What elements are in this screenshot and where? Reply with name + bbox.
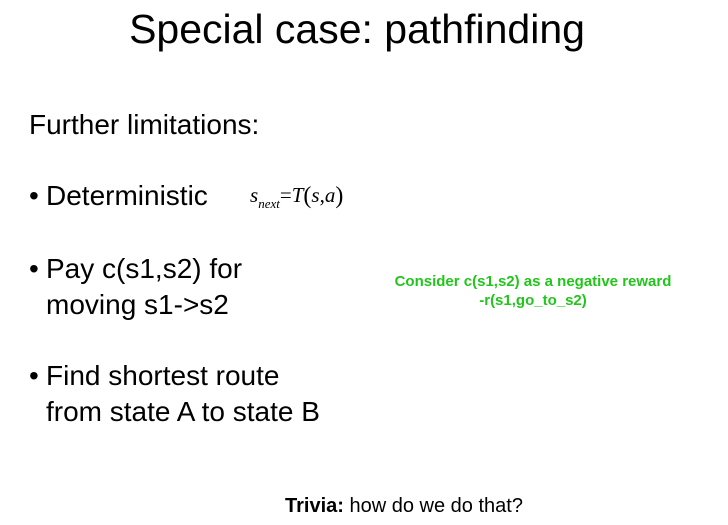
trivia-text: how do we do that? bbox=[343, 495, 523, 517]
bullet-text: Deterministic bbox=[46, 180, 208, 211]
formula-lhs-subscript: next bbox=[258, 196, 280, 211]
bullet-text-line: Pay c(s1,s2) for bbox=[46, 253, 243, 284]
formula-function: T bbox=[291, 183, 304, 207]
note-line: -r(s1,go_to_s2) bbox=[479, 292, 587, 309]
note-line: Consider c(s1,s2) as a negative reward bbox=[394, 273, 672, 290]
subheading: Further limitations: bbox=[29, 109, 260, 140]
bullet-text-line: moving s1->s2 bbox=[46, 289, 229, 320]
transition-formula bbox=[250, 182, 343, 211]
bullet-text bbox=[46, 251, 242, 323]
bullet-dot: • bbox=[29, 253, 39, 284]
bullet-text bbox=[46, 358, 320, 430]
formula-open-paren: ( bbox=[303, 183, 312, 209]
formula-equals: = bbox=[279, 183, 292, 207]
formula-comma: , bbox=[319, 183, 325, 207]
formula-lhs: s bbox=[250, 183, 259, 207]
formula-close-paren: ) bbox=[335, 183, 344, 209]
bullet-dot: • bbox=[29, 360, 39, 391]
bullet-text-line: from state A to state B bbox=[46, 396, 320, 427]
slide-title: Special case: pathfinding bbox=[129, 6, 585, 52]
formula-arg-action: a bbox=[324, 183, 336, 207]
bullet-text-line: Find shortest route bbox=[46, 360, 280, 391]
negative-reward-note bbox=[358, 272, 708, 310]
trivia-label: Trivia: bbox=[285, 495, 344, 517]
formula-arg-state: s bbox=[311, 183, 320, 207]
bullet-dot: • bbox=[29, 180, 39, 211]
trivia-question bbox=[285, 494, 523, 518]
